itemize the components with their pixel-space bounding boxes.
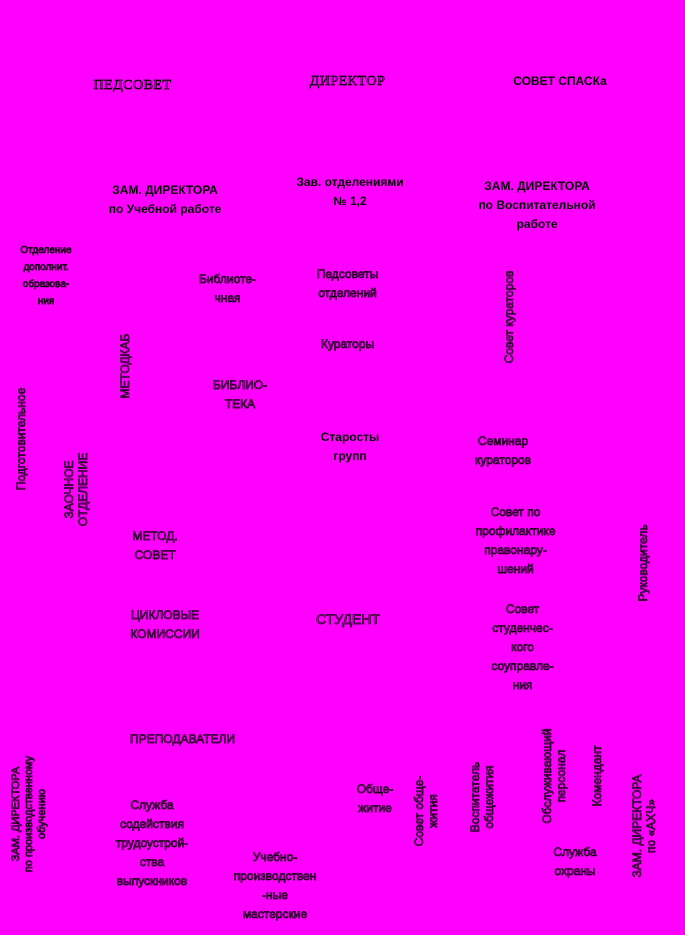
starosty-grupp-node: Старосты групп — [320, 430, 380, 463]
rukovoditel-node: Руководитель — [636, 524, 650, 602]
otdelenie-dopolnit-node: Отделение дополнит. образова- ния — [20, 245, 72, 307]
sovet-profilaktike-node: Совет по профилактике правонару- шений — [475, 505, 556, 576]
sluzhba-trudoustroystva-node: Служба содействия трудоустрой- ства выпускников — [115, 798, 189, 888]
podgotovitelnoe-node: Подготовительное — [14, 387, 28, 491]
kuratory-node: Кураторы — [320, 337, 375, 351]
bibliotechnaya-node: Библиоте- чная — [198, 272, 257, 305]
sovet-obshezhitiya-node: Совет обще- жития — [412, 775, 440, 847]
zam-director-vospitatelnoy-node: ЗАМ. ДИРЕКТОРА по Воспитательной работе — [478, 179, 596, 231]
obsluzhivayushiy-personal-node: Обслуживающий персонал — [540, 728, 568, 824]
seminar-kuratorov-node: Семинар кураторов — [474, 434, 532, 467]
masterskie-node: Учебно- производствен -ные мастерские — [233, 850, 317, 921]
sovet-spaska-node: СОВЕТ СПАСКа — [513, 74, 607, 88]
zam-director-uchebnoy-node: ЗАМ. ДИРЕКТОРА по Учебной работе — [108, 183, 222, 216]
metodkab-node: МЕТОДКАБ — [118, 333, 132, 399]
obshezhitie-node: Обще- житие — [356, 782, 394, 815]
zam-director-proizv-node: ЗАМ. ДИРЕКТОРА по производственному обучению — [10, 755, 48, 873]
pedsovet-node: ПЕДСОВЕТ — [93, 78, 172, 93]
zaochnoe-otdelenie-node: ЗАОЧНОЕ ОТДЕЛЕНИЕ — [62, 452, 90, 527]
prepodavateli-node: ПРЕПОДАВАТЕЛИ — [130, 732, 235, 746]
ciklovye-komissii-node: ЦИКЛОВЫЕ КОМИССИИ — [130, 608, 200, 641]
pedsovety-otdeleniy-node: Педсоветы отделений — [316, 267, 379, 300]
sluzhba-ohrany-node: Служба охраны — [553, 845, 597, 878]
zam-director-ahch-node: ЗАМ. ДИРЕКТОРА по «АХЧ» — [630, 774, 658, 878]
student-node: СТУДЕНТ — [316, 611, 380, 627]
komendant-node: Комендант — [590, 745, 604, 807]
vospitatel-obshezhitiya-node: Воспитатель общежития — [468, 761, 496, 833]
metod-sovet-node: МЕТОД. СОВЕТ — [132, 529, 178, 562]
zav-otdeleniyami-node: Зав. отделениями № 1,2 — [296, 175, 404, 208]
biblioteka-node: БИБЛИО- ТЕКА — [212, 378, 268, 411]
director-node: ДИРЕКТОР — [309, 74, 386, 89]
sovet-studencheskogo-node: Совет студенчес- кого соуправле- ния — [491, 602, 554, 692]
sovet-kuratorov-node: Совет кураторов — [502, 270, 516, 364]
